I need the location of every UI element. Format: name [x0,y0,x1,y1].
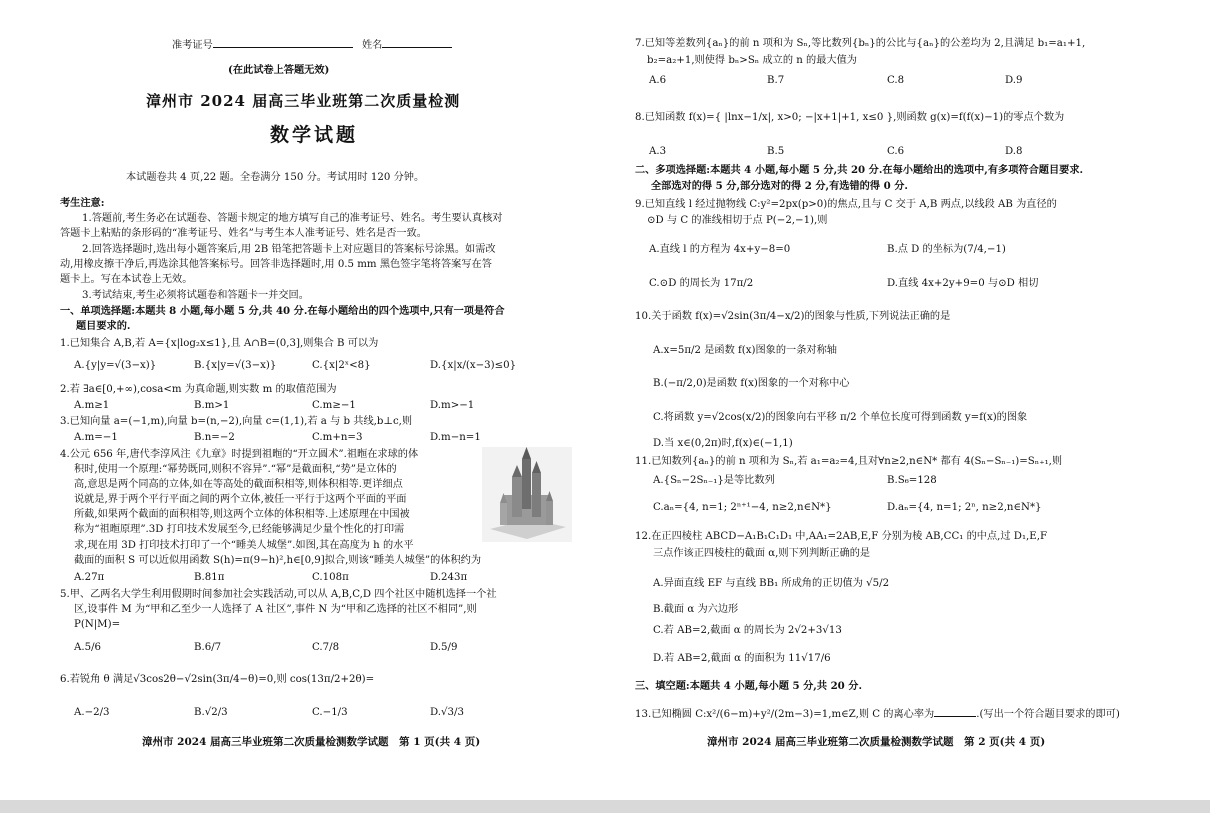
section-2-heading: 二、多项选择题:本题共 4 小题,每小题 5 分,共 20 分.在每小题给出的选项中,有多项符合题目要求. [635,164,1084,176]
question-4-line: 求,现在用 3D 打印技术打印了一个“睡美人城堡”.如图,其在高度为 h 的水平 [74,540,414,551]
option: B.7 [767,75,785,86]
question-8: 8.已知函数 f(x)={ |lnx−1/x|, x>0; −|x+1|+1, x≤0 },则函数 g(x)=f(f(x)−1)的零点个数为 [635,112,1065,123]
option: C.{x|2ˣ<8} [312,360,371,371]
header-id-row: 准考证号 姓名 [172,36,452,53]
notice-line: 2.回答选择题时,选出每小题答案后,用 2B 铅笔把答题卡上对应题目的答案标号涂黑。如需改 [82,244,496,255]
option: B.n=−2 [194,432,235,443]
question-7: 7.已知等差数列{aₙ}的前 n 项和为 Sₙ,等比数列{bₙ}的公比与{aₙ}的公差均为 2,且满足 b₁=a₁+1, [635,38,1086,49]
question-3: 3.已知向量 a=(−1,m),向量 b=(n,−2),向量 c=(1,1),若 a 与 b 共线,b⊥c,则 [60,416,413,427]
option: D.243π [430,572,468,583]
notice-heading: 考生注意: [60,197,105,209]
header-note: (在此试卷上答题无效) [228,64,330,76]
question-4-line: 称为“祖暅原理”.3D 打印技术发展至今,已经能够满足少量个性化的打印需 [74,524,405,535]
question-10: 10.关于函数 f(x)=√2sin(3π/4−x/2)的图象与性质,下列说法正确的是 [635,311,951,322]
option: B.81π [194,572,225,583]
option: D.5/9 [430,642,458,653]
question-4-line: 截面的面积 S 可以近似用函数 S(h)=π(9−h)²,h∈[0,9]拟合,则该“睡美人城堡”的体积约为 [74,555,482,566]
option: A.x=5π/2 是函数 f(x)图象的一条对称轴 [653,345,837,356]
option: D.当 x∈(0,2π)时,f(x)∈(−1,1) [653,438,793,449]
option: D.aₙ={4, n=1; 2ⁿ, n≥2,n∈N*} [887,502,1042,513]
exam-title: 漳州市 2024 届高三毕业班第二次质量检测 [146,92,461,110]
notice-line: 3.考试结束,考生必须将试题卷和答题卡一并交回。 [82,290,309,301]
question-4-line: 积时,使用一个原理:“幂势既同,则积不容异”.“幂”是截面积,“势”是立体的 [74,464,397,475]
option: B.{x|y=√(3−x)} [194,360,277,371]
question-5-line: 区,设事件 M 为“甲和乙至少一人选择了 A 社区”,事件 N 为“甲和乙选择的社区不相同”,则 [74,604,477,615]
question-9-line: ⊙D 与 C 的准线相切于点 P(−2,−1),则 [647,215,828,226]
option: D.√3/3 [430,707,464,718]
castle-image-icon [482,447,572,542]
option: B.S₆=128 [887,475,937,486]
question-4-line: 说就是,界于两个平行平面之间的两个立体,被任一平行于这两个平面的平面 [74,494,407,505]
option: C.⊙D 的周长为 17π/2 [649,278,754,289]
question-5-line: P(N|M)= [74,619,121,630]
answer-blank [934,705,976,717]
option: D.9 [1005,75,1023,86]
option: C.7/8 [312,642,340,653]
option: A.3 [649,146,667,157]
question-11: 11.已知数列{aₙ}的前 n 项和为 Sₙ,若 a₁=a₂=4,且对∀n≥2,n∈N* 都有 4(Sₙ−Sₙ₋₁)=Sₙ₊₁,则 [635,456,1063,467]
question-13: 13.已知椭圆 C:x²/(6−m)+y²/(2m−3)=1,m∈Z,则 C 的离心率为 .(写出一个符合题目要求的即可) [635,705,1120,722]
castle-figure [482,447,572,542]
question-4: 4.公元 656 年,唐代李淳风注《九章》时提到祖暅的“开立圆术”.祖暅在求球的体 [60,449,419,460]
option: D.{x|x/(x−3)≤0} [430,360,517,371]
option: B.截面 α 为六边形 [653,604,739,615]
section-1-heading-cont: 题目要求的. [76,320,131,332]
option: C.若 AB=2,截面 α 的周长为 2√2+3√13 [653,625,842,636]
option: C.aₙ={4, n=1; 2ⁿ⁺¹−4, n≥2,n∈N*} [653,502,832,513]
question-9: 9.已知直线 l 经过抛物线 C:y²=2px(p>0)的焦点,且与 C 交于 A,B 两点,以线段 AB 为直径的 [635,199,1057,210]
option: A.6 [649,75,667,86]
question-5: 5.甲、乙两名大学生利用假期时间参加社会实践活动,可以从 A,B,C,D 四个社区中随机选择一个社 [60,589,497,600]
notice-line: 答题卡上粘贴的条形码的“准考证号、姓名”与考生本人准考证号、姓名是否一致。 [60,228,427,239]
option: B.5 [767,146,785,157]
page-footer: 漳州市 2024 届高三毕业班第二次质量检测数学试题 第 1 页(共 4 页) [142,736,481,748]
option: B.(−π/2,0)是函数 f(x)图象的一个对称中心 [653,378,850,389]
question-7-line: b₂=a₂+1,则使得 bₙ>Sₙ 成立的 n 的最大值为 [647,55,857,66]
option: B.6/7 [194,642,222,653]
notice-line: 动,用橡皮擦干净后,再选涂其他答案标号。回答非选择题时,用 0.5 mm 黑色签字笔将答案写在答 [60,259,492,270]
option: A.m=−1 [74,432,118,443]
question-12: 12.在正四棱柱 ABCD−A₁B₁C₁D₁ 中,AA₁=2AB,E,F 分别为棱 AB,CC₁ 的中点,过 D₁,E,F [635,531,1048,542]
option: A.27π [74,572,105,583]
option: D.直线 4x+2y+9=0 与⊙D 相切 [887,278,1039,289]
option: C.m+n=3 [312,432,363,443]
question-4-line: 所截,如果两个截面的面积相等,则这两个立体的体积相等.上述原理在中国被 [74,509,410,520]
notice-line: 题卡上。写在本试卷上无效。 [60,274,193,285]
option: D.8 [1005,146,1023,157]
question-12-line: 三点作该正四棱柱的截面 α,则下列判断正确的是 [653,548,871,559]
exam-info: 本试题卷共 4 页,22 题。全卷满分 150 分。考试用时 120 分钟。 [126,172,425,183]
option: D.若 AB=2,截面 α 的面积为 11√17/6 [653,653,831,664]
option: A.{y|y=√(3−x)} [74,360,157,371]
option: A.{Sₙ−2Sₙ₋₁}是等比数列 [653,475,775,486]
page-footer: 漳州市 2024 届高三毕业班第二次质量检测数学试题 第 2 页(共 4 页) [707,736,1046,748]
option: B.m>1 [194,400,230,411]
question-4-line: 高,意思是两个同高的立体,如在等高处的截面积相等,则体积相等.更详细点 [74,479,403,490]
section-1-heading: 一、单项选择题:本题共 8 小题,每小题 5 分,共 40 分.在每小题给出的四个选项中,只有一项是符合 [60,305,505,317]
option: A.−2/3 [74,707,110,718]
option: C.108π [312,572,349,583]
option: A.直线 l 的方程为 4x+y−8=0 [649,244,791,255]
question-1: 1.已知集合 A,B,若 A={x|log₂x≤1},且 A∩B=(0,3],则集合 B 可以为 [60,338,379,349]
option: A.异面直线 EF 与直线 BB₁ 所成角的正切值为 √5/2 [653,578,890,589]
section-2-heading-cont: 全部选对的得 5 分,部分选对的得 2 分,有选错的得 0 分. [651,180,908,192]
option: C.m≥−1 [312,400,356,411]
option: D.m>−1 [430,400,475,411]
question-2: 2.若 ∃a∈[0,+∞),cosa<m 为真命题,则实数 m 的取值范围为 [60,384,337,395]
option: C.−1/3 [312,707,348,718]
section-3-heading: 三、填空题:本题共 4 小题,每小题 5 分,共 20 分. [635,680,863,692]
option: A.m≥1 [74,400,110,411]
option: B.√2/3 [194,707,228,718]
option: C.8 [887,75,905,86]
option: B.点 D 的坐标为(7/4,−1) [887,244,1006,255]
viewer-bottom-bar [0,800,1210,813]
notice-line: 1.答题前,考生务必在试题卷、答题卡规定的地方填写自己的准考证号、姓名。考生要认真核对 [82,213,503,224]
option: C.将函数 y=√2cos(x/2)的图象向右平移 π/2 个单位长度可得到函数 y=f(x)的图象 [653,412,1028,423]
exam-subject: 数学试题 [270,124,359,146]
option: D.m−n=1 [430,432,481,443]
question-6: 6.若锐角 θ 满足√3cos2θ−√2sin(3π/4−θ)=0,则 cos(13π/2+2θ)= [60,674,375,685]
option: A.5/6 [74,642,101,653]
option: C.6 [887,146,905,157]
